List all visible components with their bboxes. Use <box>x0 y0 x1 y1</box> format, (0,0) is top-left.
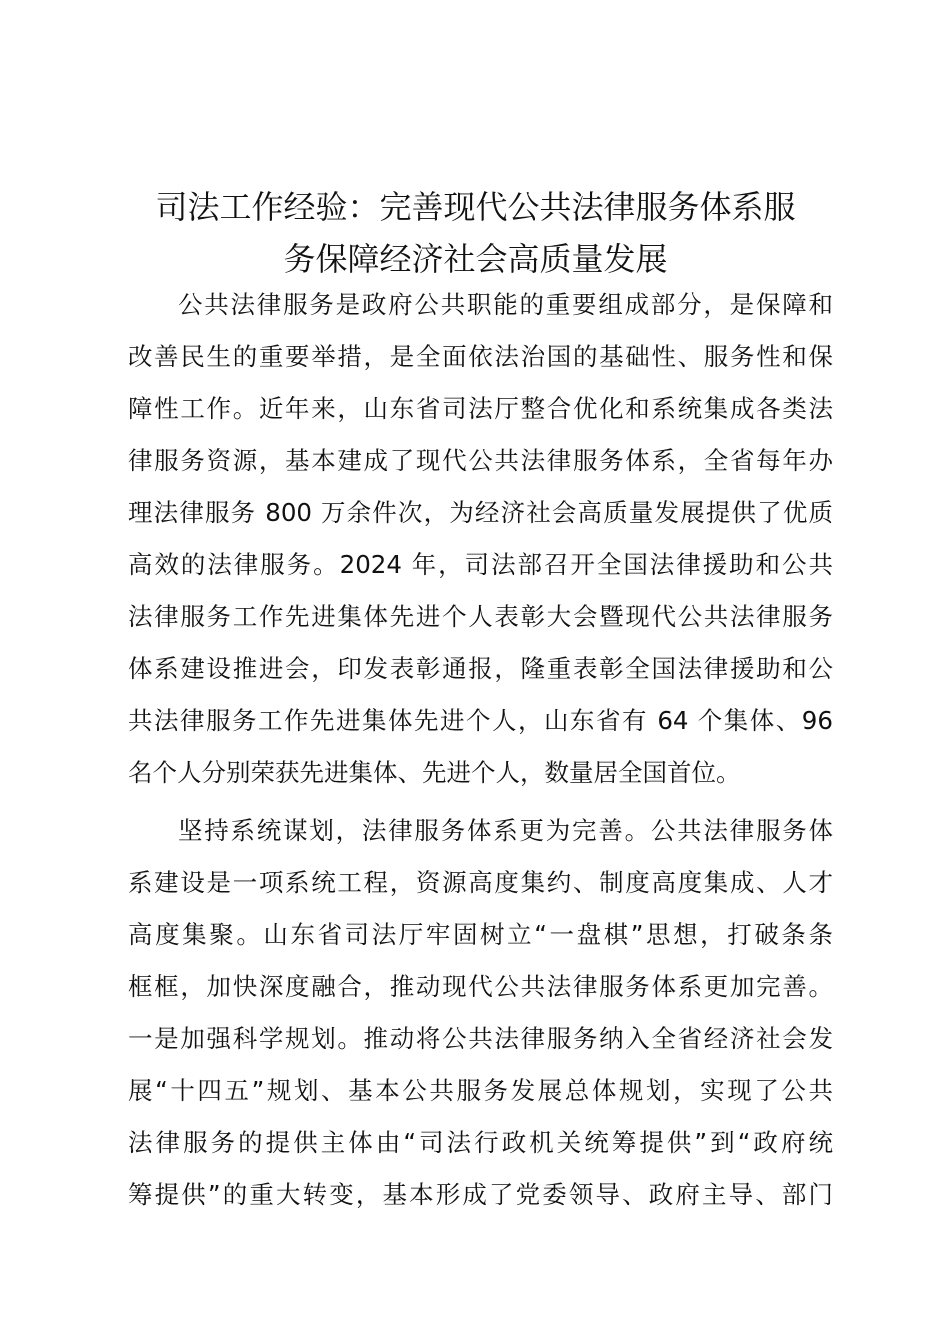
paragraph-line: 障性工作。近年来，山东省司法厅整合优化和系统集成各类法 <box>128 394 833 423</box>
document-title <box>118 181 833 285</box>
paragraph-line: 名个人分别荣获先进集体、先进个人，数量居全国首位。 <box>128 758 741 787</box>
paragraph-line: 改善民生的重要举措，是全面依法治国的基础性、服务性和保 <box>128 342 833 371</box>
paragraph-line: 坚持系统谋划，法律服务体系更为完善。公共法律服务体 <box>178 816 833 845</box>
document-body <box>128 279 833 1221</box>
paragraph-line: 法律服务工作先进集体先进个人表彰大会暨现代公共法律服务 <box>128 602 833 631</box>
paragraph-line: 筹提供”的重大转变，基本形成了党委领导、政府主导、部门 <box>128 1180 833 1209</box>
paragraph-line: 法律服务的提供主体由“司法行政机关统筹提供”到“政府统 <box>128 1128 833 1157</box>
paragraph-line: 共法律服务工作先进集体先进个人，山东省有 64 个集体、96 <box>128 706 833 735</box>
paragraph-intro <box>128 279 833 799</box>
paragraph-line: 高度集聚。山东省司法厅牢固树立“一盘棋”思想，打破条条 <box>128 920 833 949</box>
paragraph-line: 理法律服务 800 万余件次，为经济社会高质量发展提供了优质 <box>128 498 833 527</box>
title-line: 务保障经济社会高质量发展 <box>283 240 668 278</box>
title-line: 司法工作经验：完善现代公共法律服务体系服 <box>155 188 796 226</box>
paragraph-line: 展“十四五”规划、基本公共服务发展总体规划，实现了公共 <box>128 1076 833 1105</box>
paragraph-line: 高效的法律服务。2024 年，司法部召开全国法律援助和公共 <box>128 550 833 579</box>
paragraph-line: 律服务资源，基本建成了现代公共法律服务体系，全省每年办 <box>128 446 833 475</box>
paragraph-line: 框框，加快深度融合，推动现代公共法律服务体系更加完善。 <box>128 972 833 1001</box>
paragraph-line: 体系建设推进会，印发表彰通报，隆重表彰全国法律援助和公 <box>128 654 833 683</box>
paragraph-line: 系建设是一项系统工程，资源高度集约、制度高度集成、人才 <box>128 868 833 897</box>
paragraph-system-planning <box>128 805 833 1221</box>
paragraph-line: 公共法律服务是政府公共职能的重要组成部分，是保障和 <box>178 290 833 319</box>
paragraph-line: 一是加强科学规划。推动将公共法律服务纳入全省经济社会发 <box>128 1024 833 1053</box>
